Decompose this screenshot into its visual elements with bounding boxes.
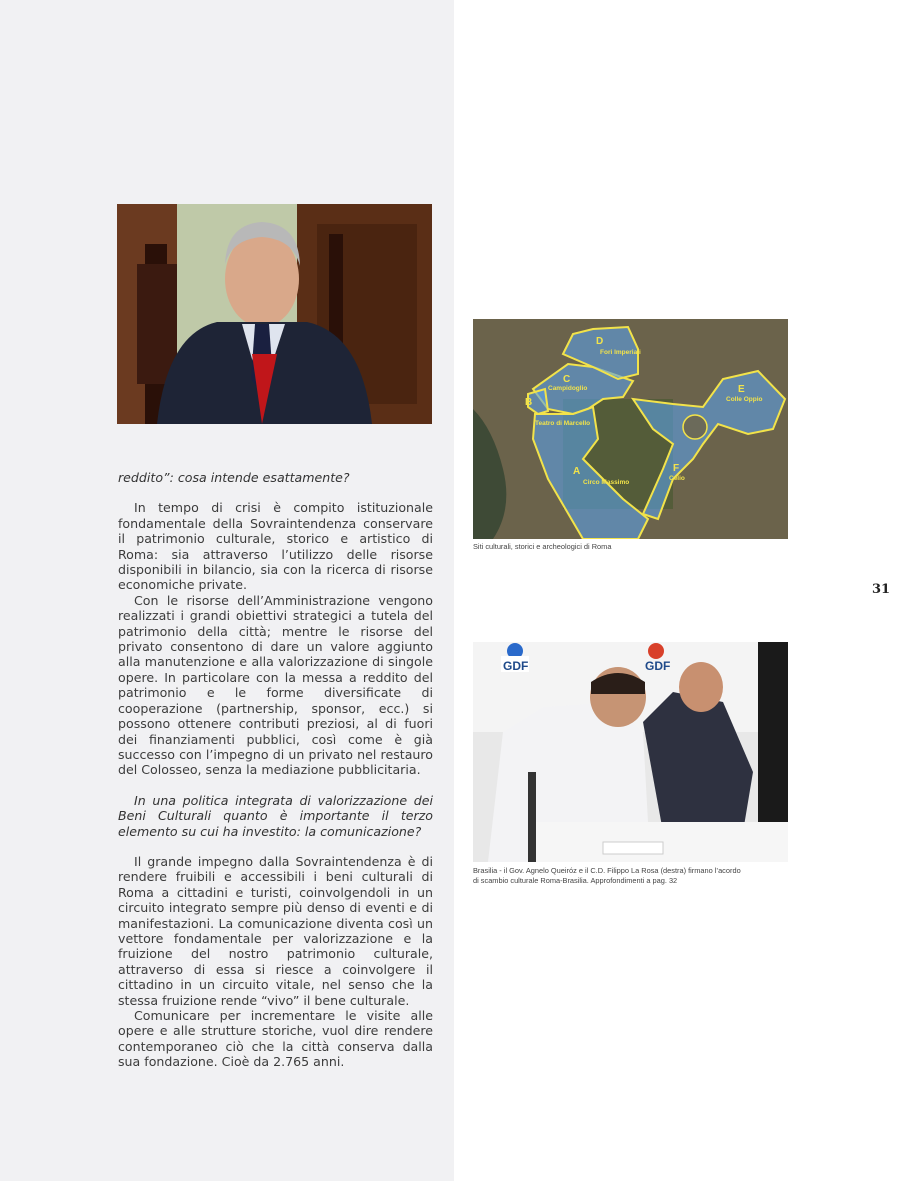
- question-1-tail: reddito”: cosa intende esattamente?: [118, 470, 350, 485]
- map-label-c-name: Campidoglio: [548, 385, 588, 392]
- map-label-e: E: [738, 384, 745, 395]
- map-caption: Siti culturali, storici e archeologici di Roma: [473, 542, 612, 551]
- signing-caption-line-2: di scambio culturale Roma-Brasilia. Approfondimenti a pag. 32: [473, 875, 678, 885]
- portrait-photo: [117, 204, 432, 424]
- answer-1-paragraph-2: Con le risorse dell’Amministrazione vengono realizzati i grandi obiettivi strategici a tutela del patrimonio della città; mentre le risorse del privato consentono di dare un valore aggiunto alla manutenzione e alla valorizzazione di singole opere. In particolare con la messa a reddito del patrimonio e le forme diversificate di cooperazione (partnership, sponsor, ecc.) si possono ottenere contributi preziosi, al di fuori dei finanziamenti pubblici, così come è già successo con l’impegno di un privato nel restauro del Colosseo, senza la mediazione pubblicitaria.: [118, 592, 433, 778]
- map-label-a-name: Circo Massimo: [583, 479, 630, 486]
- map-label-f-name: Celio: [669, 475, 685, 482]
- banner-text-1: GDF: [503, 659, 529, 673]
- map-label-b: B: [525, 397, 533, 408]
- rome-sites-map: [473, 319, 788, 539]
- signing-caption-line-1: Brasilia - il Gov. Agnelo Queiróz e il C.D. Filippo La Rosa (destra) firmano l’acordo: [473, 866, 741, 875]
- answer-2-paragraph-2: Comunicare per incrementare le visite alle opere e alle strutture storiche, vuol dire rendere contemporaneo ciò che la città conserva dalla sua fondazione. Cioè da 2.765 anni.: [118, 1008, 433, 1070]
- page-number: 31: [872, 582, 891, 597]
- answer-1-paragraph-1: In tempo di crisi è compito istituzionale fondamentale della Sovraintendenza conservare il patrimonio culturale, storico e artistico di Roma: sia attraverso l’utilizzo delle risorse disponibili in bilancio, sia con la ricerca di risorse economiche private.: [118, 500, 433, 593]
- map-label-a: A: [573, 466, 581, 477]
- question-2: In una politica integrata di valorizzazione dei Beni Culturali quanto è importante il terzo elemento su cui ha investito: la comunicazione?: [118, 792, 433, 839]
- map-label-d-name: Fori Imperiali: [600, 349, 641, 356]
- map-label-f: F: [673, 463, 680, 474]
- signing-photo: [473, 642, 788, 862]
- map-label-d: D: [596, 336, 604, 347]
- answer-2-paragraph-1: Il grande impegno dalla Sovraintendenza è di rendere fruibili e accessibili i beni culturali di Roma a cittadini e turisti, coinvolgendoli in un circuito integrato sempre più denso di eventi e di manifestazioni. La comunicazione diventa così un vettore fondamentale per valorizzazione e la fruizione del nostro patrimonio culturale, attraverso di essa si riesce a coinvolgere il cittadino in un circuito vitale, nel senso che la stessa fruizione rende “vivo” il bene culturale.: [118, 853, 433, 1008]
- map-label-teatro: Teatro di Marcello: [535, 420, 591, 427]
- banner-text-2: GDF: [645, 659, 671, 673]
- map-label-e-name: Colle Oppio: [726, 396, 763, 403]
- signing-photo-caption: [473, 866, 793, 885]
- article-text-column: [118, 470, 433, 1070]
- map-label-c: C: [563, 374, 571, 385]
